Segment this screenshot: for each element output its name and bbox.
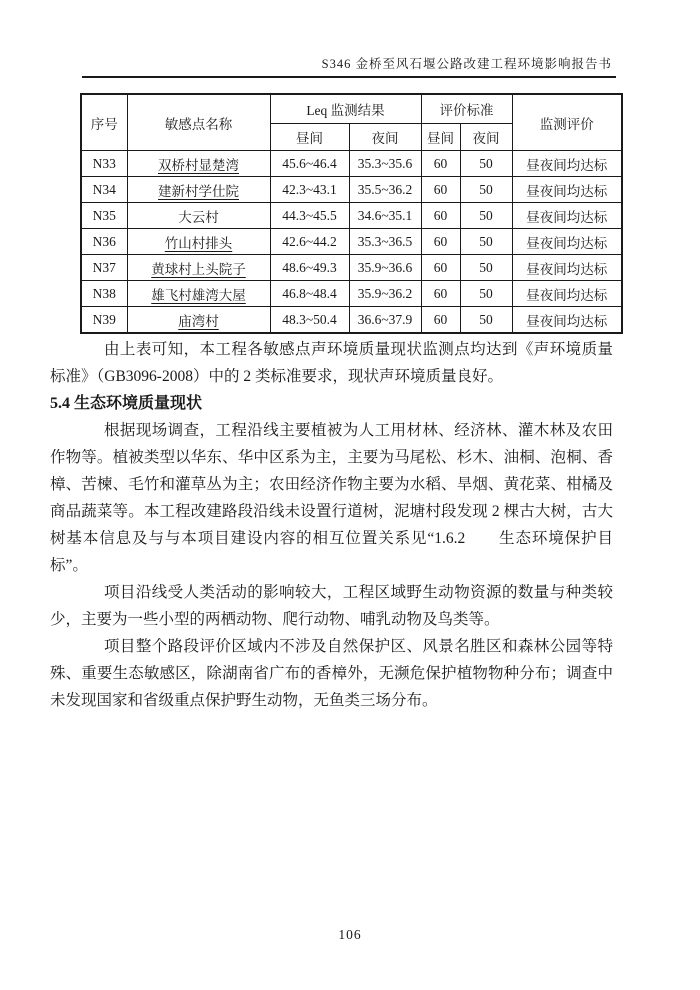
cell-leq-night: 35.9~36.2 — [349, 281, 421, 307]
table-body — [81, 151, 622, 334]
cell-std-day: 60 — [421, 307, 460, 334]
cell-std-night: 50 — [460, 151, 512, 177]
cell-leq-day: 44.3~45.5 — [270, 203, 349, 229]
cell-name — [127, 281, 270, 307]
cell-name — [127, 151, 270, 177]
col-header-leq-day: 昼间 — [270, 124, 349, 151]
table-row — [81, 151, 622, 177]
cell-std-day: 60 — [421, 177, 460, 203]
cell-leq-day: 46.8~48.4 — [270, 281, 349, 307]
cell-std-night: 50 — [460, 177, 512, 203]
cell-index: N38 — [81, 281, 127, 307]
cell-leq-night: 34.6~35.1 — [349, 203, 421, 229]
cell-leq-night: 35.9~36.6 — [349, 255, 421, 281]
cell-evaluation: 昼夜间均达标 — [512, 281, 622, 307]
table-row — [81, 255, 622, 281]
col-header-leq-night: 夜间 — [349, 124, 421, 151]
cell-leq-night: 35.3~36.5 — [349, 229, 421, 255]
cell-leq-day: 48.3~50.4 — [270, 307, 349, 334]
cell-std-night: 50 — [460, 255, 512, 281]
cell-index: N35 — [81, 203, 127, 229]
sensitive-point-name: 建新村学仕院 — [158, 183, 239, 199]
cell-leq-night: 35.5~36.2 — [349, 177, 421, 203]
cell-index: N36 — [81, 229, 127, 255]
sensitive-point-name: 大云村 — [178, 209, 219, 225]
cell-std-night: 50 — [460, 281, 512, 307]
col-header-leq-group: Leq 监测结果 — [270, 94, 421, 124]
cell-leq-day: 45.6~46.4 — [270, 151, 349, 177]
cell-name — [127, 229, 270, 255]
paragraph-eco-vegetation: 根据现场调查，工程沿线主要植被为人工用材林、经济林、灌木林及农田作物等。植被类型以华东、华中区系为主，主要为马尾松、杉木、油桐、泡桐、香樟、苦楝、毛竹和灌草丛为主；农田经济作物主要为水稻、旱烟、黄花菜、柑橘及商品蔬菜等。本工程改建路段沿线未设置行道树，泥塘村段发现 2 棵古大树，古大树基本信息及与与本项目建设内容的相互位置关系见“1.6.2 生态环境保护目标”。 — [50, 422, 613, 574]
cell-evaluation: 昼夜间均达标 — [512, 229, 622, 255]
sensitive-point-name: 黄球村上头院子 — [151, 261, 246, 277]
noise-monitoring-table — [80, 93, 623, 334]
document-body — [50, 323, 613, 714]
cell-leq-day: 42.3~43.1 — [270, 177, 349, 203]
cell-name — [127, 255, 270, 281]
cell-std-day: 60 — [421, 151, 460, 177]
table-row — [81, 229, 622, 255]
cell-leq-day: 42.6~44.2 — [270, 229, 349, 255]
page-number: 106 — [338, 927, 362, 942]
sensitive-point-name: 竹山村排头 — [164, 235, 233, 251]
sensitive-point-name: 庙湾村 — [178, 313, 219, 329]
cell-std-day: 60 — [421, 203, 460, 229]
paragraph-noise-conclusion: 由上表可知，本工程各敏感点声环境质量现状监测点均达到《声环境质量标准》（GB3096-2008）中的 2 类标准要求，现状声环境质量良好。 — [50, 341, 613, 385]
section-title: 生态环境质量现状 — [74, 395, 203, 412]
table-header-row-1 — [81, 94, 622, 124]
cell-std-day: 60 — [421, 255, 460, 281]
cell-leq-night: 35.3~35.6 — [349, 151, 421, 177]
cell-evaluation: 昼夜间均达标 — [512, 151, 622, 177]
section-heading-5-4 — [50, 390, 613, 417]
table-header — [81, 94, 622, 151]
col-header-index: 序号 — [81, 94, 127, 151]
cell-std-day: 60 — [421, 281, 460, 307]
cell-std-day: 60 — [421, 229, 460, 255]
cell-leq-night: 36.6~37.9 — [349, 307, 421, 334]
table-row — [81, 177, 622, 203]
col-header-std-night: 夜间 — [460, 124, 512, 151]
paragraph-eco-wildlife: 项目沿线受人类活动的影响较大，工程区域野生动物资源的数量与种类较少，主要为一些小型的两栖动物、爬行动物、哺乳动物及鸟类等。 — [50, 584, 613, 628]
cell-name — [127, 177, 270, 203]
cell-evaluation: 昼夜间均达标 — [512, 203, 622, 229]
cell-index: N37 — [81, 255, 127, 281]
cell-leq-day: 48.6~49.3 — [270, 255, 349, 281]
report-header-title: S346 金桥至风石堰公路改建工程环境影响报告书 — [321, 57, 612, 71]
cell-std-night: 50 — [460, 307, 512, 334]
paragraph-eco-sensitive-areas: 项目整个路段评价区域内不涉及自然保护区、风景名胜区和森林公园等特殊、重要生态敏感区，除湖南省广布的香樟外，无濒危保护植物物种分布；调查中未发现国家和省级重点保护野生动物，无鱼类三场分布。 — [50, 638, 613, 709]
cell-evaluation: 昼夜间均达标 — [512, 307, 622, 334]
col-header-standard-group: 评价标准 — [421, 94, 512, 124]
cell-std-night: 50 — [460, 203, 512, 229]
cell-index: N33 — [81, 151, 127, 177]
cell-name — [127, 203, 270, 229]
col-header-std-day: 昼间 — [421, 124, 460, 151]
cell-evaluation: 昼夜间均达标 — [512, 255, 622, 281]
col-header-evaluation: 监测评价 — [512, 94, 622, 151]
running-header — [82, 54, 616, 78]
cell-index: N39 — [81, 307, 127, 334]
sensitive-point-name: 雄飞村雄湾大屋 — [151, 287, 246, 303]
col-header-name: 敏感点名称 — [127, 94, 270, 151]
table-row — [81, 203, 622, 229]
cell-index: N34 — [81, 177, 127, 203]
section-number: 5.4 — [50, 395, 70, 412]
cell-std-night: 50 — [460, 229, 512, 255]
sensitive-point-name: 双桥村显楚湾 — [158, 157, 239, 173]
cell-evaluation: 昼夜间均达标 — [512, 177, 622, 203]
table-row — [81, 281, 622, 307]
